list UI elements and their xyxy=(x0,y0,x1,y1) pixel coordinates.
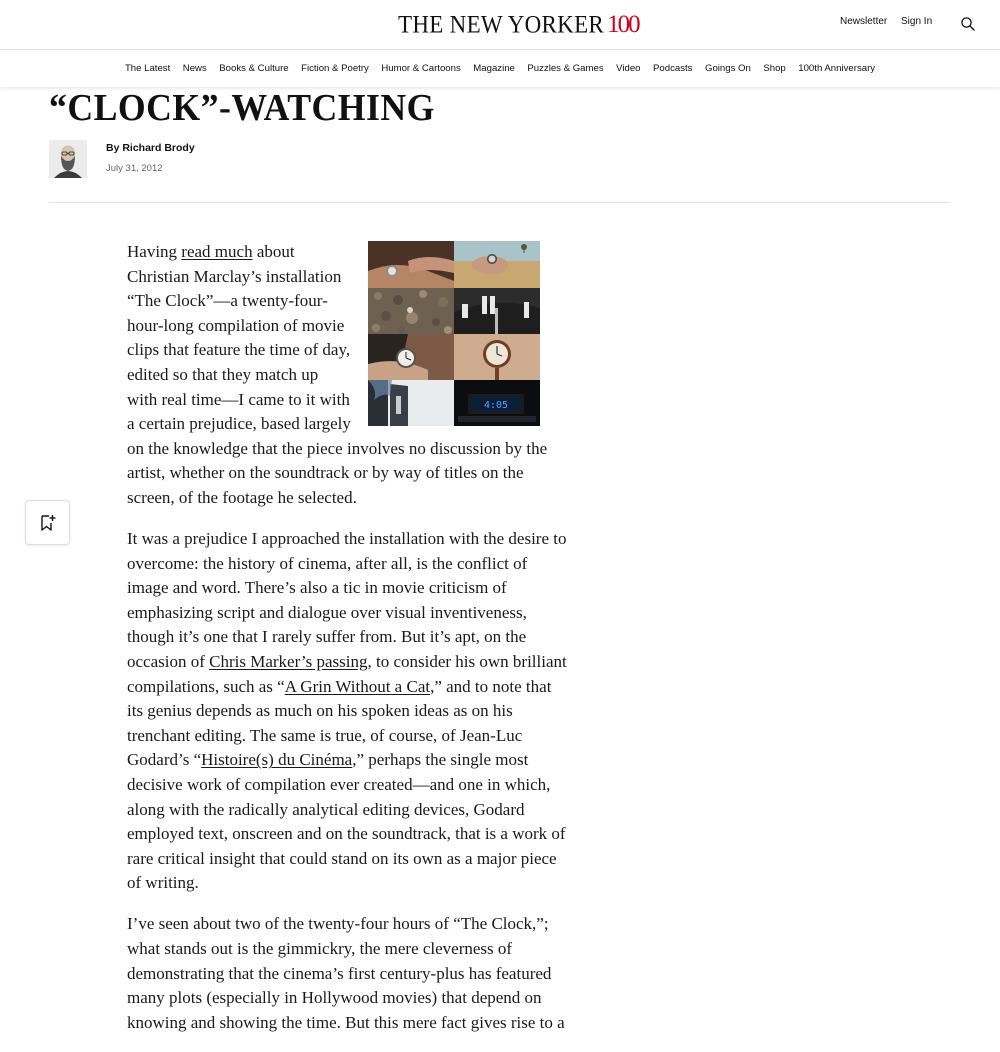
nav-item-the-latest[interactable]: The Latest xyxy=(124,63,171,74)
paragraph-text: Having xyxy=(127,242,182,261)
nav-item-goings-on[interactable]: Goings On xyxy=(704,63,751,74)
link-chris-markers-passing[interactable]: Chris Marker’s passing xyxy=(209,652,368,671)
link-read-much[interactable]: read much xyxy=(181,242,253,261)
collage-cell-pocketwatch-field xyxy=(454,241,540,288)
nav-item-news[interactable]: News xyxy=(182,63,207,74)
collage-cell-building xyxy=(368,380,454,426)
paragraph-text: , to consider his own brilliant compilations, such as “ xyxy=(127,652,567,696)
main-navigation xyxy=(0,50,1000,87)
bookmark-plus-icon xyxy=(40,514,56,532)
byline-divider xyxy=(49,202,950,203)
nav-item-fiction-poetry[interactable]: Fiction & Poetry xyxy=(301,63,369,74)
article-image-collage[interactable] xyxy=(368,241,540,426)
collage-cell-clock-face-closeup xyxy=(454,288,540,334)
collage-cell-digital-clock xyxy=(454,380,540,426)
nav-item-100th-anniversary[interactable]: 100th Anniversary xyxy=(798,63,876,74)
paragraph-text: It was a prejudice I approached the installation with the desire to overcome: the history of cinema, after all, is the conflict of image and word. There’s also a tic in movie criticism of emphasizing script and dialogue over visual inventiveness, though it’s one that I rarely suffer from. But it’s apt, on the occasion of xyxy=(127,529,567,671)
article-paragraph xyxy=(127,912,567,1035)
paragraph-text: ,” and to note that its genius depends as much on his spoken ideas as on his trenchant editing. The same is true, of course, of Jean-Luc Godard’s “ xyxy=(127,676,552,770)
publish-date: July 31, 2012 xyxy=(106,163,163,174)
author-avatar[interactable] xyxy=(49,140,87,178)
link-histoires-du-cinema[interactable]: Histoire(s) du Cinéma xyxy=(201,750,353,770)
paragraph-text: about Christian Marclay’s installation “The Clock”—a twenty-four-hour-long compilation of movie clips that feature the time of day, edited so that they match up with real time—I came to it with a certain prejudice, based largely on the knowledge that the piece involves no discussion by the artist, whether on the soundtrack or by way of titles on the screen, of the footage he selected. xyxy=(127,242,548,507)
site-logo[interactable] xyxy=(398,11,639,39)
nav-item-video[interactable]: Video xyxy=(616,63,641,74)
nav-item-shop[interactable]: Shop xyxy=(763,63,786,74)
article-title: “CLOCK”-WATCHING xyxy=(49,87,435,129)
paragraph-text: I’ve seen about two of the twenty-four hours of “The Clock,”; what stands out is the gimmickry, the mere cleverness of demonstrating that the cinema’s first century-plus has featured many plots (especially in Hollywood movies) that depend on knowing and showing the time. But this mere fact gives rise to a xyxy=(127,914,565,1032)
article-body xyxy=(127,240,567,1052)
nav-item-magazine[interactable]: Magazine xyxy=(473,63,515,74)
save-article-button[interactable] xyxy=(25,500,70,545)
collage-cell-gravel xyxy=(368,288,454,334)
author-name[interactable]: By Richard Brody xyxy=(106,142,195,154)
nav-item-books-culture[interactable]: Books & Culture xyxy=(219,63,289,74)
nav-item-puzzles-games[interactable]: Puzzles & Games xyxy=(527,63,604,74)
site-header xyxy=(0,0,1000,50)
digital-clock-readout: 4:05 xyxy=(483,400,509,411)
newsletter-link[interactable]: Newsletter xyxy=(840,16,888,27)
nav-item-podcasts[interactable]: Podcasts xyxy=(653,63,693,74)
link-a-grin-without-a-cat[interactable]: A Grin Without a Cat xyxy=(284,676,431,696)
search-icon[interactable] xyxy=(960,16,976,32)
nav-item-humor-cartoons[interactable]: Humor & Cartoons xyxy=(381,63,461,74)
collage-cell-wristwatch-sleeve xyxy=(368,334,454,380)
collage-cell-wall-clock xyxy=(454,334,540,380)
logo-anniversary-number: 100 xyxy=(607,11,639,38)
sign-in-link[interactable]: Sign In xyxy=(901,16,933,27)
article-paragraph xyxy=(127,527,567,896)
collage-cell-wristwatch-hands xyxy=(368,241,454,288)
paragraph-text: ,” perhaps the single most decisive work of compilation ever created—and one in which, along with the radically analytical editing devices, Godard employed text, onscreen and on the soundtrack, that is a work of rare critical insight that could stand on its own as a major piece of writing. xyxy=(127,750,566,893)
logo-text: THE NEW YORKER xyxy=(398,10,605,38)
